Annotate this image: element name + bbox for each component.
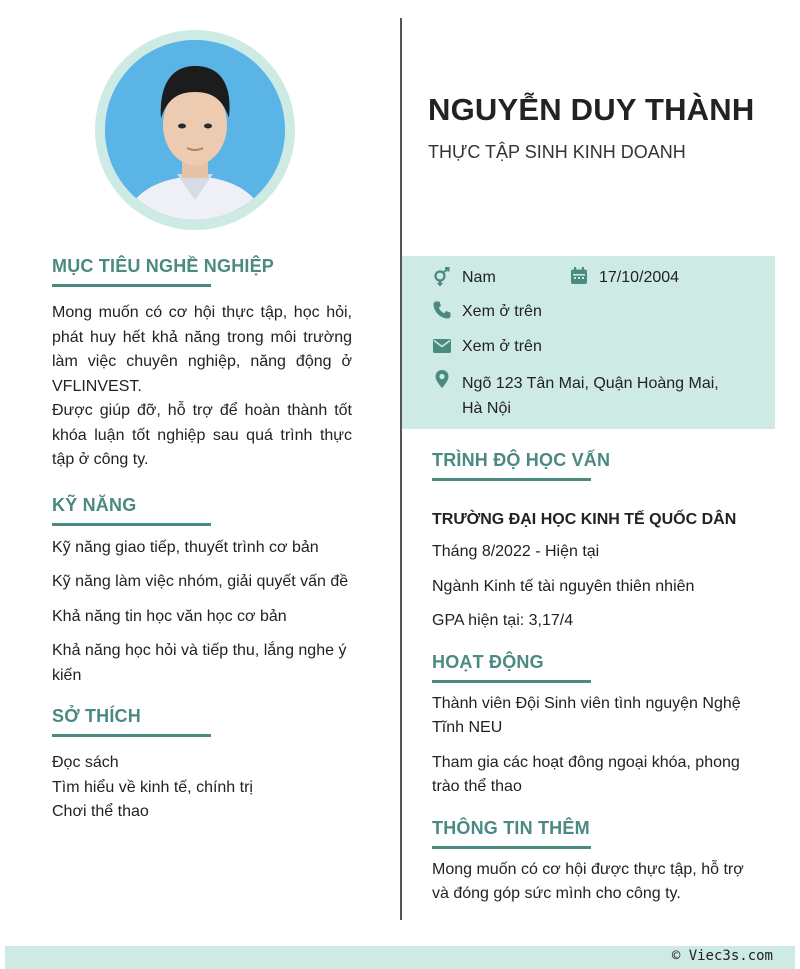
address-line-1: Ngõ 123 Tân Mai, Quận Hoàng Mai, bbox=[462, 375, 719, 392]
location-icon bbox=[432, 369, 452, 389]
footer-credit: © Viec3s.com bbox=[671, 948, 773, 964]
phone-value: Xem ở trên bbox=[462, 303, 542, 320]
education-period: Tháng 8/2022 - Hiện tại bbox=[432, 543, 600, 560]
column-divider bbox=[400, 18, 402, 920]
hobbies-heading: SỞ THÍCH bbox=[52, 706, 211, 737]
activity-item: Tham gia các hoạt đông ngoại khóa, phong trào thể thao bbox=[432, 753, 740, 795]
hobby-item: Tìm hiểu về kinh tế, chính trị bbox=[52, 778, 253, 796]
email-icon bbox=[432, 336, 452, 356]
email-value: Xem ở trên bbox=[462, 338, 542, 355]
gender-icon bbox=[432, 267, 452, 287]
objective-text bbox=[52, 301, 352, 473]
activity-item: Thành viên Đội Sinh viên tình nguyện Nghệ Tĩnh NEU bbox=[432, 694, 741, 736]
hobby-item: Đọc sách bbox=[52, 754, 119, 771]
hobby-item: Chơi thể thao bbox=[52, 803, 149, 820]
school-name: TRƯỜNG ĐẠI HỌC KINH TẾ QUỐC DÂN bbox=[432, 511, 737, 528]
skills-list bbox=[52, 536, 352, 689]
more-info-heading: THÔNG TIN THÊM bbox=[432, 818, 591, 849]
contact-info-box bbox=[402, 256, 775, 429]
skill-item: Kỹ năng làm việc nhóm, giải quyết vấn đề bbox=[52, 573, 349, 590]
avatar-ring bbox=[95, 30, 295, 230]
education-heading: TRÌNH ĐỘ HỌC VẤN bbox=[432, 450, 591, 481]
left-column bbox=[52, 256, 352, 825]
more-info-text: Mong muốn có cơ hội được thực tập, hỗ trợ và đóng góp sức mình cho công ty. bbox=[432, 860, 744, 902]
footer-bar bbox=[5, 946, 795, 969]
education-major: Ngành Kinh tế tài nguyên thiên nhiên bbox=[432, 577, 695, 595]
candidate-name: NGUYỄN DUY THÀNH bbox=[428, 92, 755, 127]
calendar-icon bbox=[569, 266, 589, 286]
objective-paragraph-1: Mong muốn có cơ hội thực tập, học hỏi, phát huy hết khả năng trong môi trường làm việc chuyên nghiệp, năng động ở VFLINVEST. bbox=[52, 304, 352, 395]
phone-icon bbox=[432, 300, 452, 320]
avatar-photo bbox=[105, 40, 285, 220]
skills-heading: KỸ NĂNG bbox=[52, 495, 211, 526]
right-column bbox=[432, 450, 752, 907]
skill-item: Kỹ năng giao tiếp, thuyết trình cơ bản bbox=[52, 538, 319, 556]
address-value bbox=[462, 372, 719, 421]
candidate-role: THỰC TẬP SINH KINH DOANH bbox=[428, 142, 686, 162]
skill-item: Khả năng tin học văn học cơ bản bbox=[52, 607, 287, 625]
gender-value: Nam bbox=[462, 269, 496, 286]
education-gpa: GPA hiện tại: 3,17/4 bbox=[432, 612, 574, 629]
objective-heading: MỤC TIÊU NGHỀ NGHIỆP bbox=[52, 256, 211, 287]
avatar bbox=[105, 40, 285, 220]
birthday-value: 17/10/2004 bbox=[599, 269, 680, 286]
skill-item: Khả năng học hỏi và tiếp thu, lắng nghe ý kiến bbox=[52, 642, 347, 684]
activities-heading: HOẠT ĐỘNG bbox=[432, 652, 591, 683]
hobbies-list bbox=[52, 751, 352, 825]
objective-paragraph-2: Được giúp đỡ, hỗ trợ để hoàn thành tốt khóa luận tốt nghiệp sau quá trình thực tập ở công ty. bbox=[52, 402, 352, 468]
address-line-2: Hà Nội bbox=[462, 399, 511, 417]
